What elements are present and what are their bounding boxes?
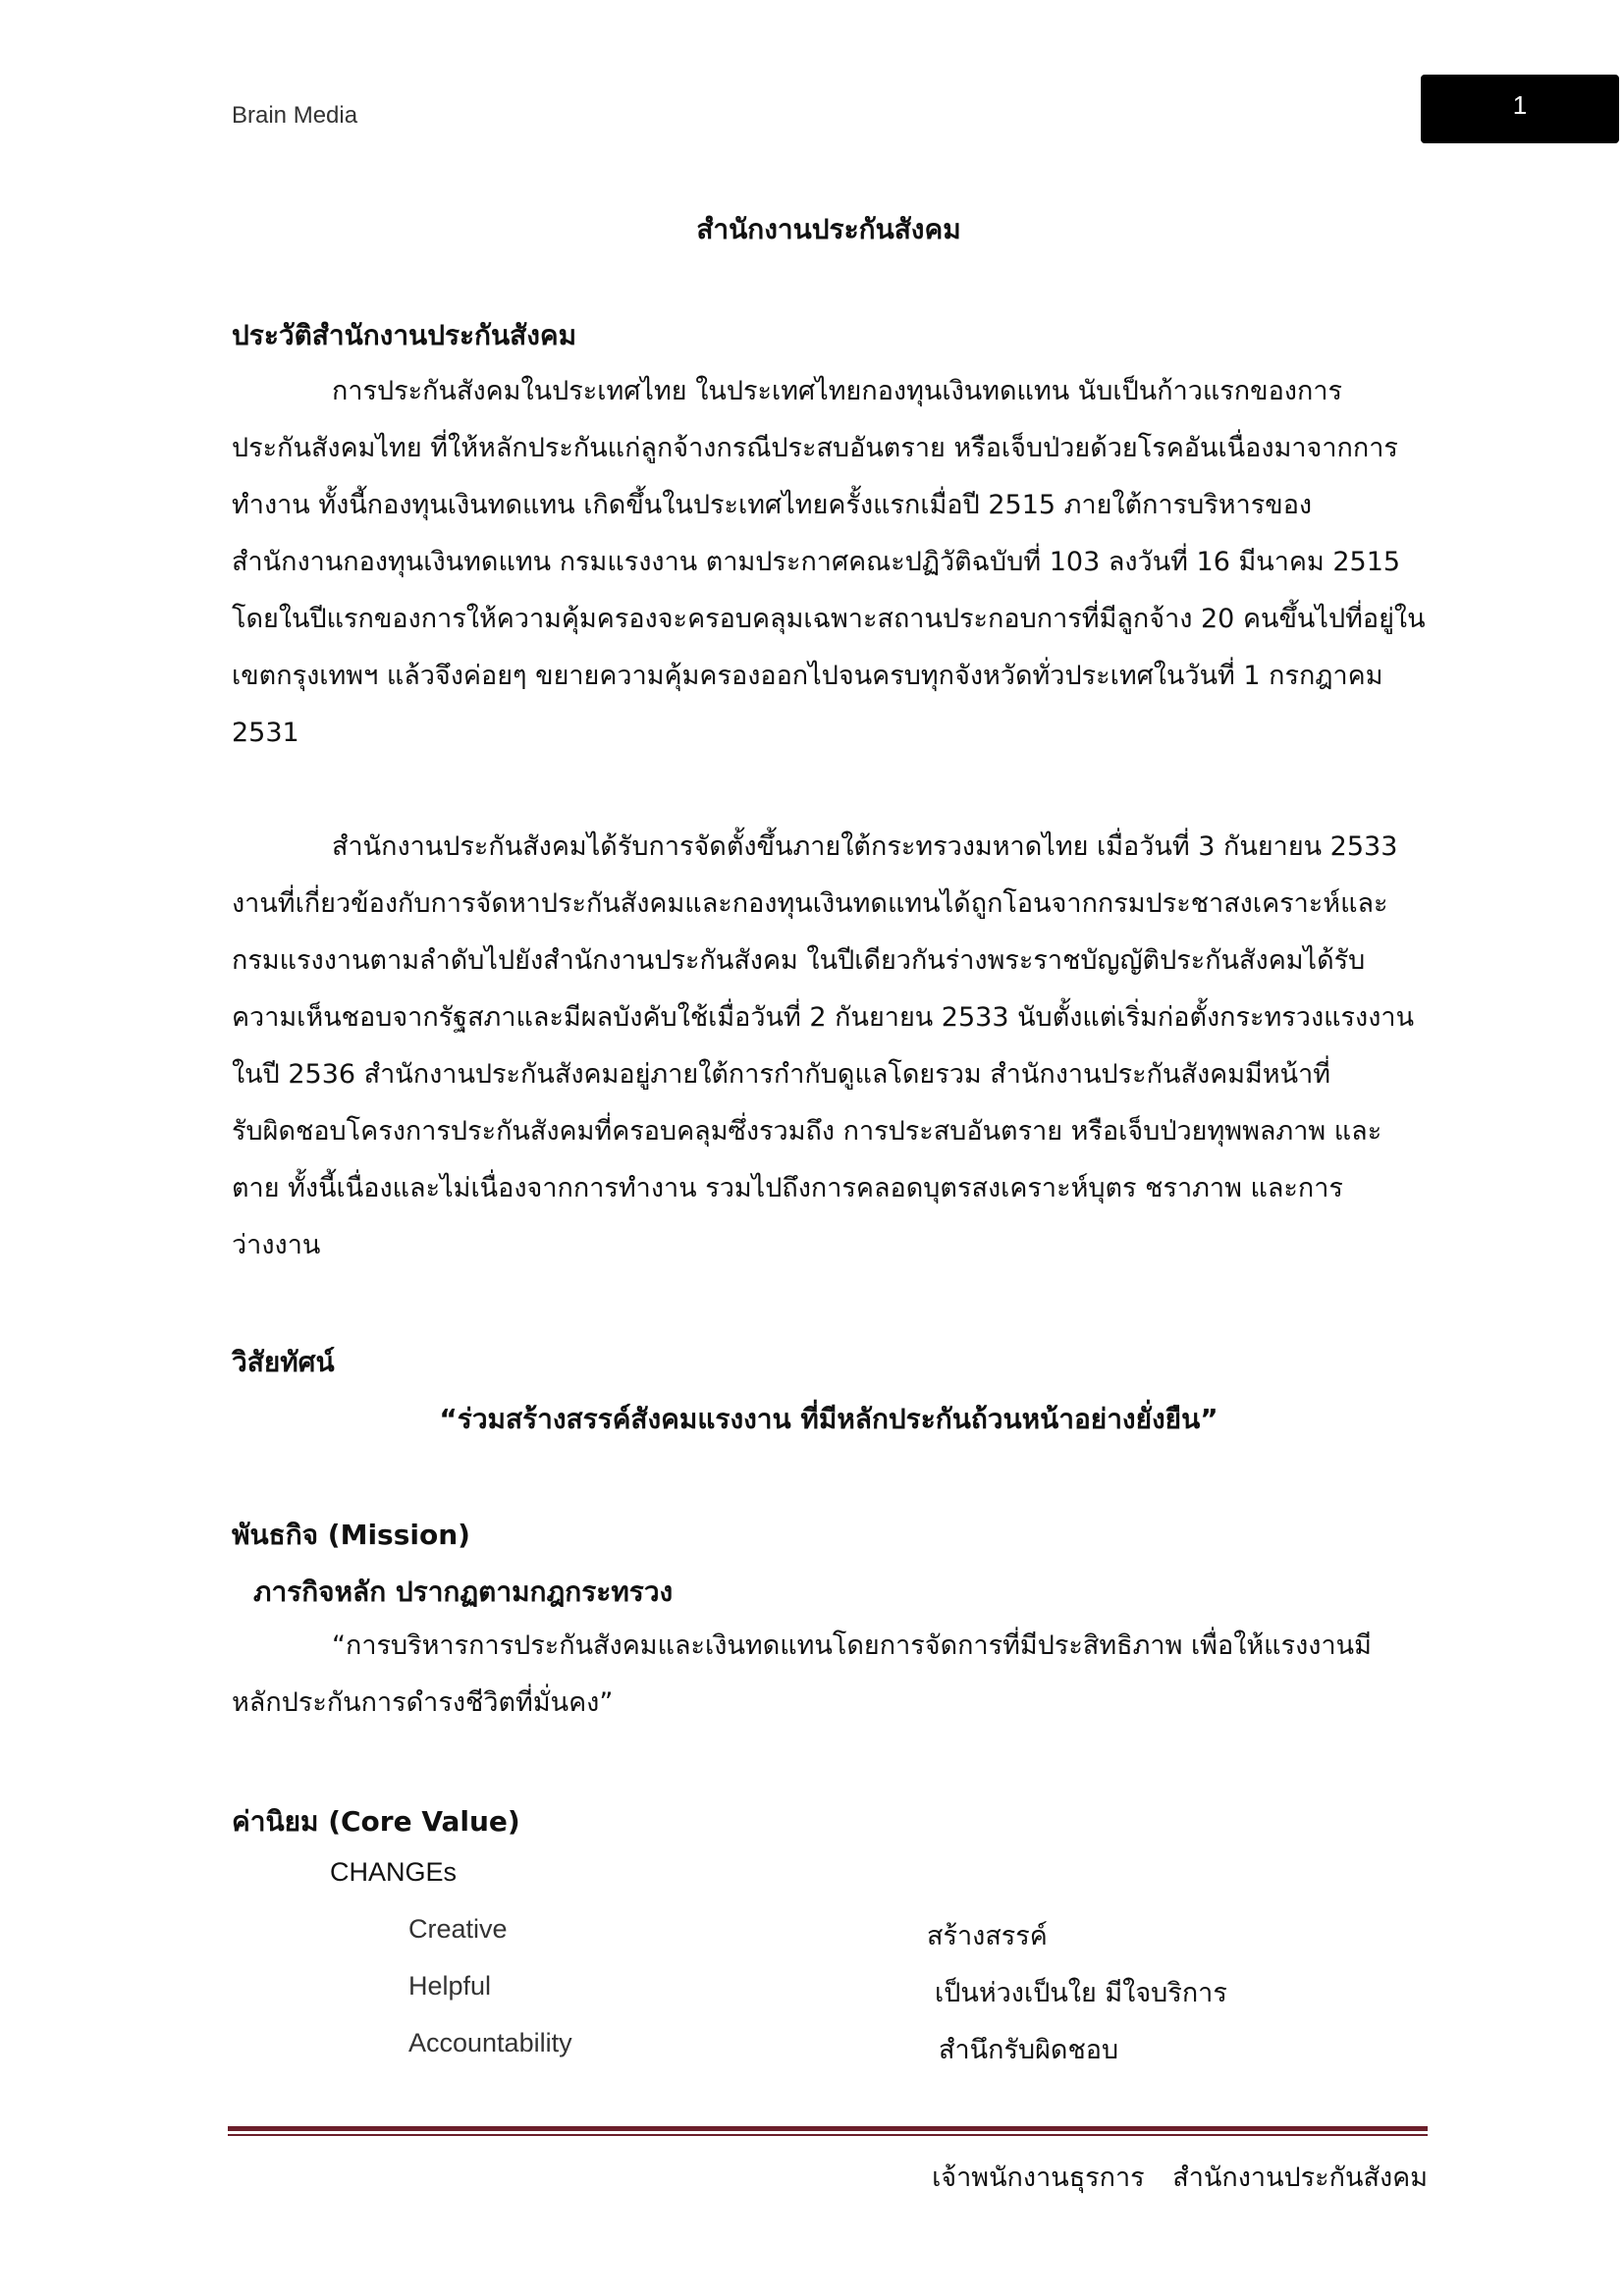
text-line: สำนักงานประกันสังคมได้รับการจัดตั้งขึ้นภายใต้กระทรวงมหาดไทย เมื่อวันที่ 3 กันยายน 2533 [332, 831, 1398, 862]
text-line: รับผิดชอบโครงการประกันสังคมที่ครอบคลุมซึ่งรวมถึง การประสบอันตราย หรือเจ็บป่วยทุพพลภาพ และ [232, 1116, 1382, 1147]
vision-heading: วิสัยทัศน์ [232, 1346, 335, 1378]
footer-divider-thin [228, 2134, 1428, 2136]
text-line: กรมแรงงานตามลำดับไปยังสำนักงานประกันสังคม ในปีเดียวกันร่างพระราชบัญญัติประกันสังคมได้รับ [232, 945, 1366, 976]
text-line: ในปี 2536 สำนักงานประกันสังคมอยู่ภายใต้การกำกับดูแลโดยรวม สำนักงานประกันสังคมมีหน้าที่ [232, 1059, 1331, 1090]
core-value-english: Helpful [408, 1971, 492, 2001]
mission-statement [232, 1618, 1428, 1732]
page-number-box [1421, 75, 1619, 143]
text-line: ความเห็นชอบจากรัฐสภาและมีผลบังคับใช้เมื่อวันที่ 2 กันยายน 2533 นับตั้งแต่เริ่มก่อตั้งกระทรวงแรงงาน [232, 1002, 1415, 1033]
mission-heading: พันธกิจ (Mission) [232, 1519, 470, 1551]
text-line: งานที่เกี่ยวข้องกับการจัดหาประกันสังคมและกองทุนเงินทดแทนได้ถูกโอนจากกรมประชาสงเคราะห์และ [232, 888, 1388, 919]
text-line: ว่างงาน [232, 1230, 321, 1260]
core-value-english: Creative [408, 1914, 508, 1944]
text-line: โดยในปีแรกของการให้ความคุ้มครองจะครอบคลุมเฉพาะสถานประกอบการที่มีลูกจ้าง 20 คนขึ้นไปที่อยู่ใน [232, 604, 1426, 634]
footer-divider [228, 2126, 1428, 2131]
text-line: “การบริหารการประกันสังคมและเงินทดแทนโดยการจัดการที่มีประสิทธิภาพ เพื่อให้แรงงานมี [332, 1630, 1372, 1661]
footer [912, 2156, 1428, 2198]
footer-office: สำนักงานประกันสังคม [1172, 2163, 1428, 2193]
core-value-english: Accountability [408, 2028, 572, 2057]
core-value-thai: เป็นห่วงเป็นใย มีใจบริการ [935, 1978, 1227, 2008]
core-value-thai: สร้างสรรค์ [927, 1921, 1048, 1951]
vision-statement: “ร่วมสร้างสรรค์สังคมแรงงาน ที่มีหลักประกันถ้วนหน้าอย่างยั่งยืน” [439, 1403, 1218, 1435]
text-line: การประกันสังคมในประเทศไทย ในประเทศไทยกองทุนเงินทดแทน นับเป็นก้าวแรกของการ [332, 376, 1343, 406]
mission-subheading: ภารกิจหลัก ปรากฏตามกฎกระทรวง [253, 1575, 674, 1608]
core-value-item [0, 1971, 1624, 2020]
text-line: เขตกรุงเทพฯ แล้วจึงค่อยๆ ขยายความคุ้มครองออกไปจนครบทุกจังหวัดทั่วประเทศในวันที่ 1 กรกฎาคม [232, 661, 1383, 691]
text-line: 2531 [232, 718, 299, 748]
core-value-thai: สำนึกรับผิดชอบ [939, 2035, 1119, 2065]
core-value-item [0, 1914, 1624, 1963]
page-number: 1 [1512, 90, 1528, 120]
history-paragraph-1 [232, 363, 1428, 762]
text-line: ประกันสังคมไทย ที่ให้หลักประกันแก่ลูกจ้างกรณีประสบอันตราย หรือเจ็บป่วยด้วยโรคอันเนื่องมาจากการ [232, 433, 1398, 463]
history-heading: ประวัติสำนักงานประกันสังคม [232, 319, 577, 351]
text-line: ทำงาน ทั้งนี้กองทุนเงินทดแทน เกิดขึ้นในประเทศไทยครั้งแรกเมื่อปี 2515 ภายใต้การบริหารของ [232, 490, 1313, 520]
core-value-heading: ค่านิยม (Core Value) [232, 1805, 520, 1838]
page-title: สำนักงานประกันสังคม [696, 213, 961, 245]
text-line: หลักประกันการดำรงชีวิตที่มั่นคง” [232, 1687, 614, 1718]
text-line: ตาย ทั้งนี้เนื่องและไม่เนื่องจากการทำงาน รวมไปถึงการคลอดบุตรสงเคราะห์บุตร ชราภาพ และการ [232, 1173, 1343, 1203]
history-paragraph-2 [232, 819, 1428, 1274]
footer-position: เจ้าพนักงานธุรการ [932, 2163, 1145, 2193]
header-brand: Brain Media [232, 102, 358, 129]
core-value-item [0, 2028, 1624, 2077]
text-line: สำนักงานกองทุนเงินทดแทน กรมแรงงาน ตามประกาศคณะปฏิวัติฉบับที่ 103 ลงวันที่ 16 มีนาคม 2515 [232, 547, 1401, 577]
core-value-acronym: CHANGEs [330, 1857, 458, 1887]
